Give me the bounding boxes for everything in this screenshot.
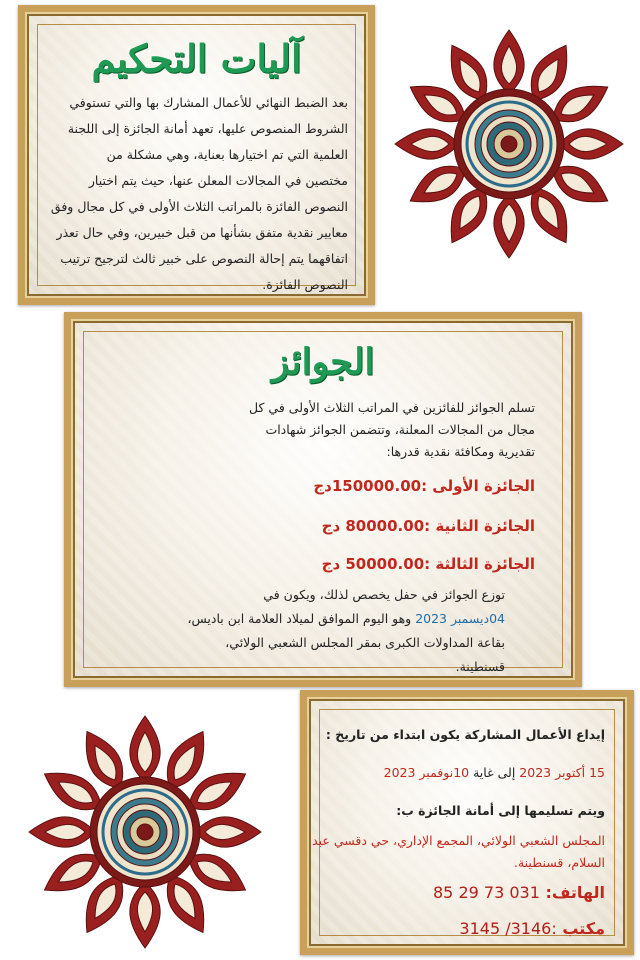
prizes-intro-line: تقديرية ومكافئة نقدية قدرها: [386, 444, 535, 459]
prize-first: الجائزة الأولى :150000.00دج [313, 477, 535, 495]
ceremony-date-rest: وهو اليوم الموافق لميلاد العلامة ابن باديس، [187, 611, 416, 626]
deposit-dates [384, 765, 605, 780]
ceremony-line [187, 611, 505, 626]
date-mid: إلى غاية [473, 765, 520, 780]
office-number[interactable]: :3146/ 3145 [459, 919, 557, 938]
control-line: معايير نقدية متفق بشأنها من قبل خبيرين، وفي حال تعذر [56, 225, 348, 240]
control-line: الشروط المنصوص عليها، تعهد أمانة الجائزة إلى اللجنة [67, 121, 348, 136]
address-line: السلام، قسنطينة. [513, 855, 605, 870]
prize-third: الجائزة الثالثة :50000.00 دج [321, 555, 535, 573]
control-line: اتفاقهما يتم إحالة النصوص على خبير ثالث لترجيح ترتيب [60, 251, 348, 266]
ceremony-line: توزع الجوائز في حفل يخصص لذلك، ويكون في [263, 587, 505, 602]
handover-line: ويتم تسليمها إلى أمانة الجائزة ب: [396, 803, 605, 818]
ceremony-date: 04ديسمبر 2023 [415, 611, 505, 626]
prizes-intro-line: مجال من المجالات المعلنة، وتتضمن الجوائز شهادات [265, 422, 535, 437]
control-paragraph [28, 90, 348, 298]
address-line: المجلس الشعبي الولائي، المجمع الإداري، حي دقسي عبد [312, 833, 605, 848]
control-line: النصوص الفائزة بالمراتب الثلاث الأولى في كل مجال وفق [50, 199, 348, 214]
control-line: العلمية التي تم اختيارها بعناية، وهي مشكلة من [106, 147, 348, 162]
date-start: 15 أكتوبر 2023 [519, 765, 605, 780]
deposit-heading: إيداع الأعمال المشاركة يكون ابتداء من تاريخ : [325, 727, 605, 742]
prizes-intro [95, 397, 535, 463]
prizes-title: الجوائز [271, 341, 375, 383]
mandala-ornament-bottom [15, 712, 275, 952]
mandala-ornament-top [384, 24, 634, 264]
control-line: بعد الضبط النهائي للأعمال المشارك بها والتي تستوفي [69, 95, 348, 110]
office-row [459, 919, 605, 938]
prize-second: الجائزة الثانية :80000.00 دج [321, 517, 535, 535]
phone-row [433, 883, 605, 902]
office-label: مكتب [562, 919, 605, 938]
prizes-intro-line: تسلم الجوائز للفائزين في المراتب الثلاث الأولى في كل [249, 400, 535, 415]
phone-label: الهاتف: [545, 883, 605, 902]
control-mechanisms-panel [18, 5, 375, 305]
control-title: آليات التحكيم [91, 36, 302, 81]
ceremony-line: بقاعة المداولات الكبرى بمقر المجلس الشعبي الولائي، [225, 635, 505, 650]
prizes-panel [64, 312, 582, 687]
deposit-panel [300, 690, 634, 955]
ceremony-line: قسنطينة. [455, 659, 505, 674]
date-end: 10نوفمبر 2023 [383, 765, 470, 780]
control-line: مختصين في المجالات المعلن عنها، حيث يتم اختيار [88, 173, 348, 188]
control-line: النصوص الفائزة. [262, 277, 348, 292]
phone-number[interactable]: 031 73 29 85 [432, 883, 540, 902]
